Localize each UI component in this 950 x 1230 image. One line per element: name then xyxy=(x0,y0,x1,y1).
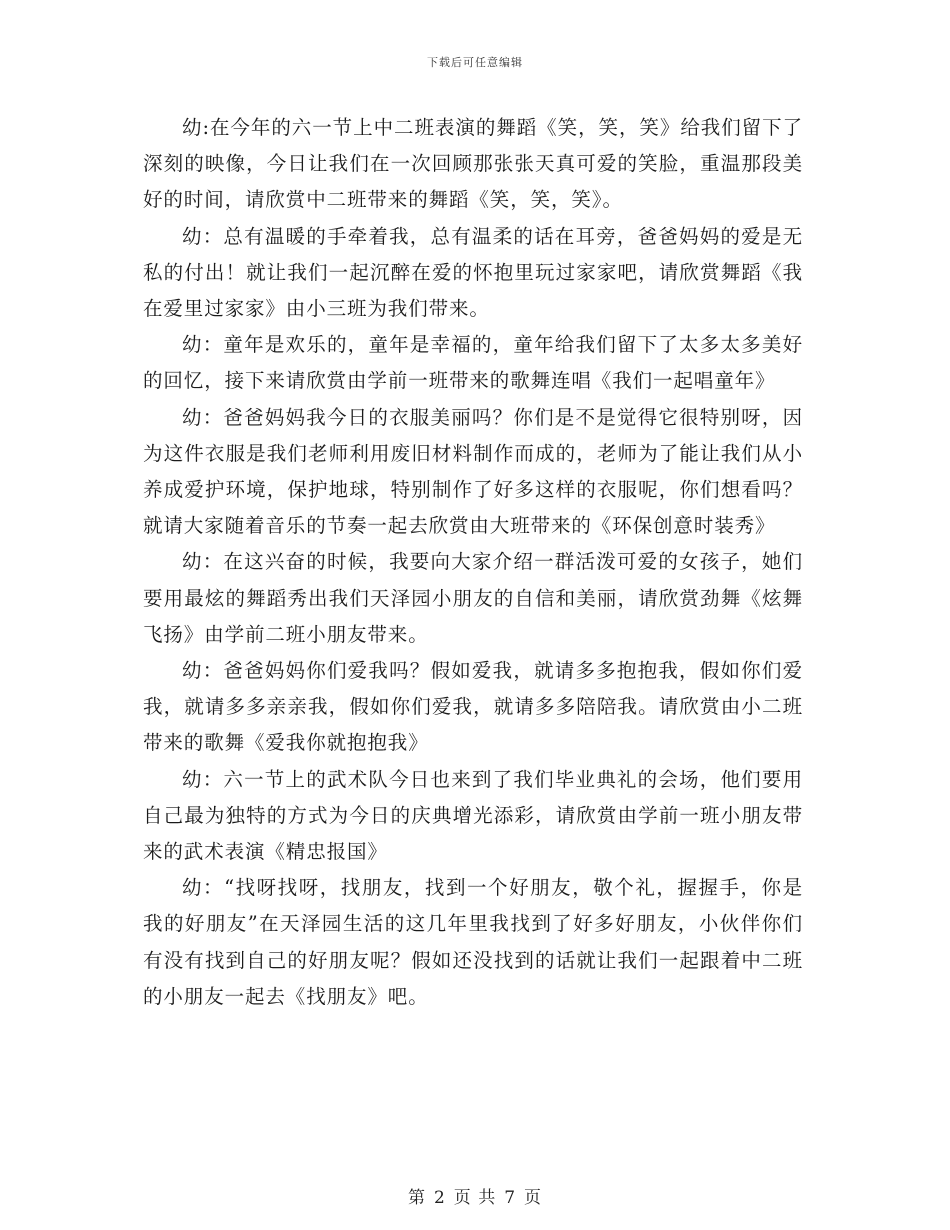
current-page-number: 2 xyxy=(433,1188,446,1208)
footer-suffix: 页 xyxy=(524,1188,543,1208)
paragraph-2: 幼：总有温暖的手牵着我，总有温柔的话在耳旁，爸爸妈妈的爱是无私的付出！就让我们一起沉醉在爱的怀抱里玩过家家吧，请欣赏舞蹈《我在爱里过家家》由小三班为我们带来。 xyxy=(143,224,803,321)
document-body xyxy=(143,110,803,1015)
page-number-footer xyxy=(0,1183,950,1208)
total-page-number: 7 xyxy=(504,1188,517,1208)
paragraph-7: 幼：六一节上的武术队今日也来到了我们毕业典礼的会场，他们要用自己最为独特的方式为今日的庆典增光添彩，请欣赏由学前一班小朋友带来的武术表演《精忠报国》 xyxy=(143,767,803,864)
paragraph-8: 幼：“找呀找呀，找朋友，找到一个好朋友，敬个礼，握握手，你是我的好朋友”在天泽园生活的这几年里我找到了好多好朋友，小伙伴你们有没有找到自己的好朋友呢？假如还没找到的话就让我们一起跟着中二班的小朋友一起去《找朋友》吧。 xyxy=(143,876,803,1008)
paragraph-6: 幼：爸爸妈妈你们爱我吗？假如爱我，就请多多抱抱我，假如你们爱我，就请多多亲亲我，假如你们爱我，就请多多陪陪我。请欣赏由小二班带来的歌舞《爱我你就抱抱我》 xyxy=(143,659,803,755)
paragraph-5: 幼：在这兴奋的时候，我要向大家介绍一群活泼可爱的女孩子，她们要用最炫的舞蹈秀出我们天泽园小朋友的自信和美丽，请欣赏劲舞《炫舞飞扬》由学前二班小朋友带来。 xyxy=(143,550,803,646)
page-header: 下载后可任意编辑 xyxy=(427,56,523,69)
paragraph-4: 幼：爸爸妈妈我今日的衣服美丽吗？你们是不是觉得它很特别呀，因为这件衣服是我们老师利用废旧材料制作而成的，老师为了能让我们从小养成爱护环境，保护地球，特别制作了好多这样的衣服呢，你们想看吗？就请大家随着音乐的节奏一起去欣赏由大班带来的《环保创意时装秀》 xyxy=(143,405,803,538)
paragraph-3: 幼：童年是欢乐的，童年是幸福的，童年给我们留下了太多太多美好的回忆，接下来请欣赏由学前一班带来的歌舞连唱《我们一起唱童年》 xyxy=(143,333,803,393)
footer-mid: 页 共 xyxy=(453,1188,497,1208)
footer-prefix: 第 xyxy=(407,1188,426,1208)
paragraph-1: 幼:在今年的六一节上中二班表演的舞蹈《笑，笑，笑》给我们留下了深刻的映像，今日让我们在一次回顾那张张天真可爱的笑脸，重温那段美好的时间，请欣赏中二班带来的舞蹈《笑，笑，笑》。 xyxy=(143,116,803,212)
